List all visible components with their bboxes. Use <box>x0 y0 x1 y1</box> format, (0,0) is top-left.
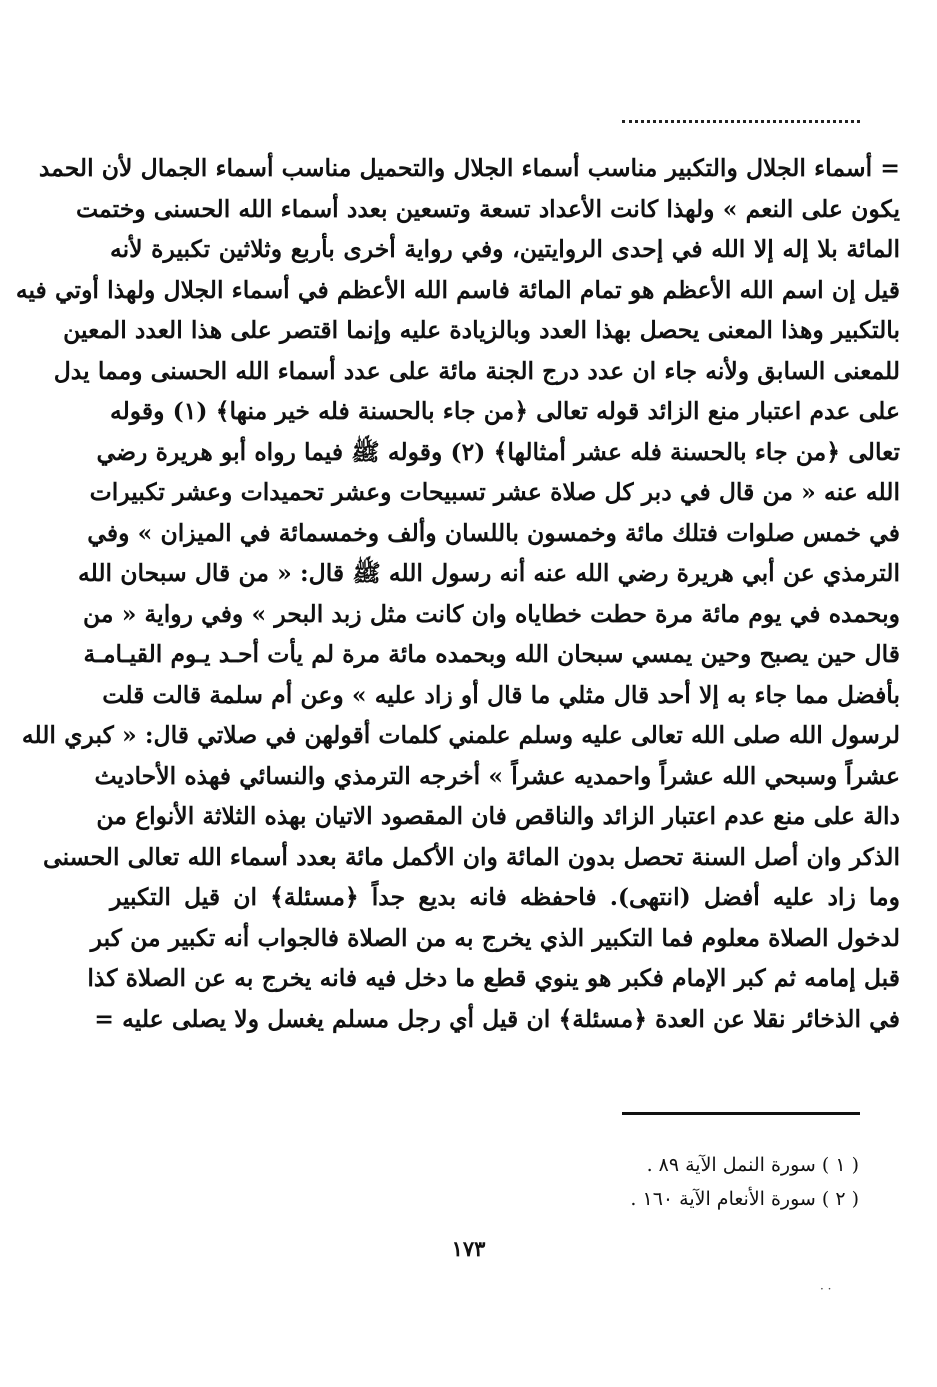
text-line: بأفضل مما جاء به إلا أحد قال مثلي ما قال أو زاد عليه » وعن أم سلمة قالت قلت <box>102 680 900 709</box>
text-line: قبل إمامه ثم كبر الإمام فكبر هو ينوي قطع ما دخل فيه فانه يخرج به عن الصلاة كذا <box>87 964 900 992</box>
text-line: في خمس صلوات فتلك مائة وخمسون باللسان وألف وخمسمائة في الميزان » وفي <box>87 518 900 547</box>
text-line: قال حين يصبح وحين يمسي سبحان الله وبحمده مائة مرة لم يأت أحـد يـوم القيـامـة <box>83 640 900 668</box>
text-line: لرسول الله صلى الله تعالى عليه وسلم علمني كلمات أقولهن في صلاتي قال: « كبري الله <box>21 721 900 749</box>
text-line: وبحمده في يوم مائة مرة حطت خطاياه وان كانت مثل زبد البحر » وفي رواية « من <box>83 599 900 628</box>
text-line: قيل إن اسم الله الأعظم هو تمام المائة فاسم الله الأعظم في أسماء الجلال ولهذا أوتي فيه <box>15 275 900 304</box>
scan-speck-mark: · · <box>820 1282 832 1296</box>
text-line: الترمذي عن أبي هريرة رضي الله عنه أنه رسول الله ﷺ قال: « من قال سبحان الله <box>78 559 900 587</box>
header-dotted-rule <box>622 120 860 123</box>
text-line: عشراً وسبحي الله عشراً واحمديه عشراً » أخرجه الترمذي والنسائي فهذه الأحاديث <box>94 761 900 790</box>
text-line: لدخول الصلاة معلوم فما التكبير الذي يخرج به من الصلاة فالجواب أنه تكبير من كبر <box>90 923 900 952</box>
footnotes <box>459 1148 859 1216</box>
text-line: تعالى ﴿من جاء بالحسنة فله عشر أمثالها﴾ (٢) وقوله ﷺ فيما رواه أبو هريرة رضي <box>96 437 900 466</box>
text-line: للمعنى السابق ولأنه جاء ان عدد درج الجنة مائة على عدد أسماء الله الحسنى ومما يدل <box>53 356 900 385</box>
text-line: على عدم اعتبار منع الزائد قوله تعالى ﴿من جاء بالحسنة فله خير منها﴾ (١) وقوله <box>110 397 900 425</box>
main-text-block <box>15 148 900 1039</box>
text-line: المائة بلا إله إلا الله في إحدى الروايتين، وفي رواية أخرى بأربع وثلاثين تكبيرة لأنه <box>110 235 900 263</box>
text-line: الذكر وان أصل السنة تحصل بدون المائة وان الأكمل مائة بعدد أسماء الله تعالى الحسنى <box>43 842 900 871</box>
text-line: الله عنه « من قال في دبر كل صلاة عشر تسبيحات وعشر تحميدات وعشر تكبيرات <box>89 478 900 506</box>
text-line: يكون على النعم » ولهذا كانت الأعداد تسعة وتسعين بعدد أسماء الله الحسنى وختمت <box>75 194 900 223</box>
text-line: دالة على منع عدم اعتبار الزائد والناقص فان المقصود الاتيان بهذه الثلاثة الأنواع من <box>96 802 900 830</box>
text-line: في الذخائر نقلا عن العدة ﴿مسئلة﴾ ان قيل أي رجل مسلم يغسل ولا يصلى عليه = <box>94 1004 900 1033</box>
footnote-2: ( ٢ ) سورة الأنعام الآية ١٦٠ . <box>630 1188 859 1210</box>
text-line: = أسماء الجلال والتكبير مناسب أسماء الجلال والتحميل مناسب أسماء الجمال لأن الحمد <box>38 154 900 182</box>
page-number: ١٧٣ <box>451 1236 486 1261</box>
text-line: بالتكبير وهذا المعنى يحصل بهذا العدد وبالزيادة عليه وإنما اقتصر على هذا العدد المعين <box>63 316 900 344</box>
footnote-1: ( ١ ) سورة النمل الآية ٨٩ . <box>646 1154 859 1176</box>
text-line: وما زاد عليه أفضل (انتهى). فاحفظه فانه بديع جداً ﴿مسئلة﴾ ان قيل التكبير <box>110 883 900 911</box>
footnote-separator <box>622 1112 860 1115</box>
